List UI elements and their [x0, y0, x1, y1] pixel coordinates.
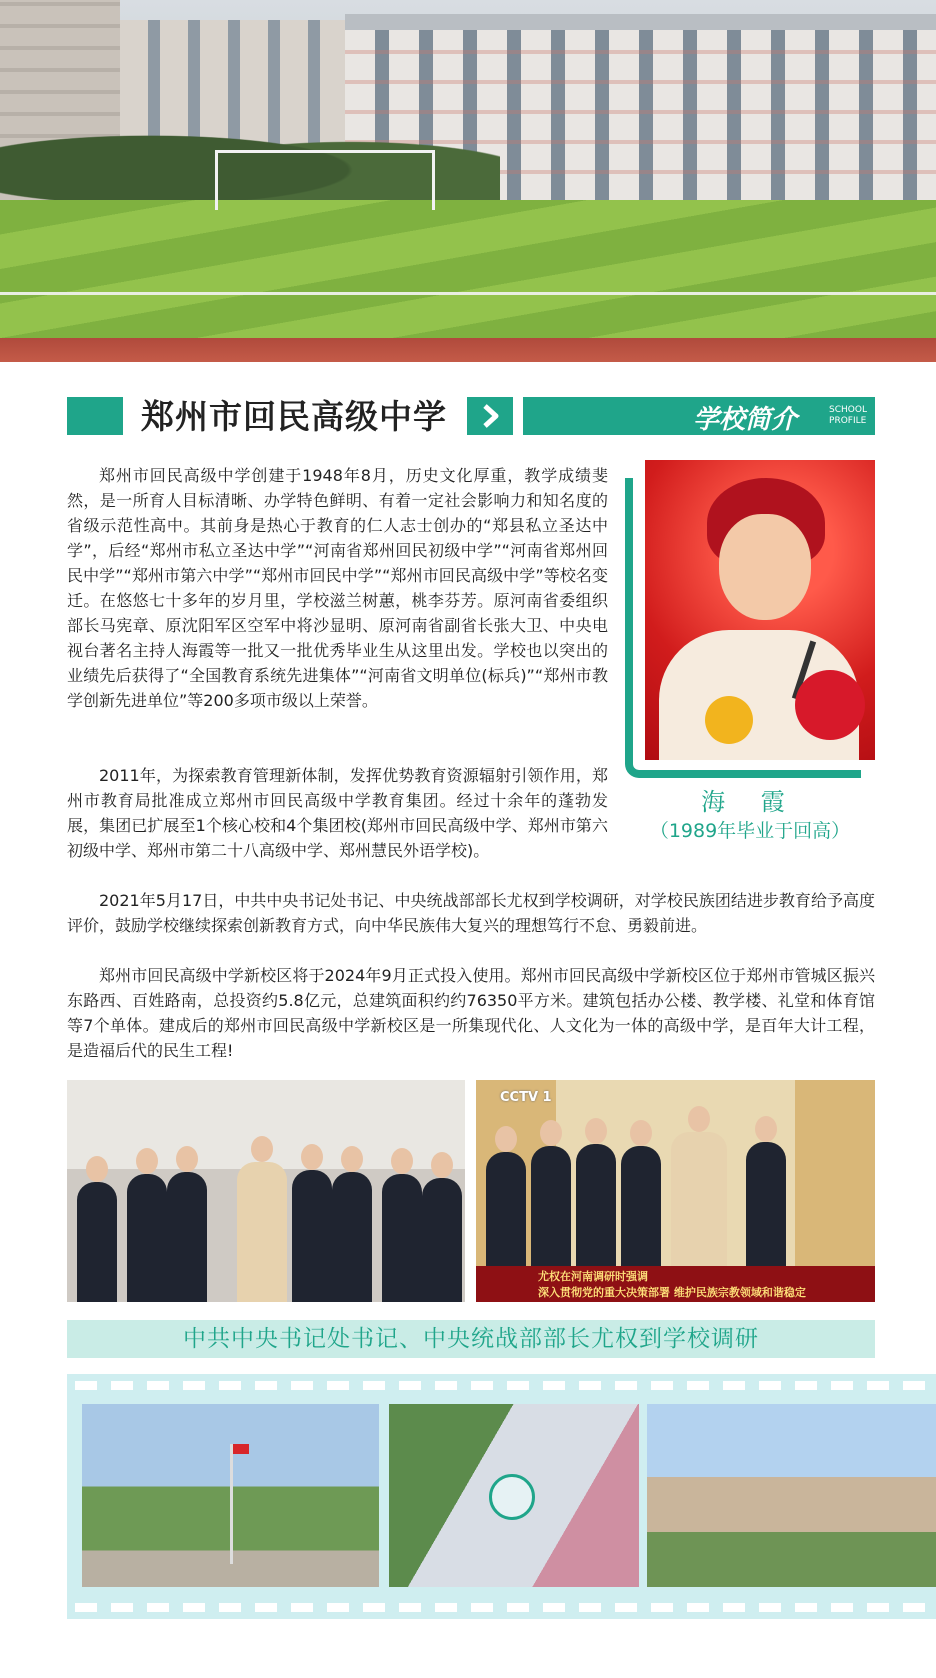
- campus-photo-1: [82, 1404, 379, 1587]
- hero-football-field: [0, 200, 936, 340]
- title-bar: [67, 397, 875, 435]
- news-ticker: [476, 1266, 875, 1302]
- group-paragraph: 2011年，为探索教育管理新体制，发挥优势教育资源辐射引领作用，郑州市教育局批准成立郑州市回民高级中学教育集团。经过十余年的蓬勃发展，集团已扩展至1个核心校和4个集团校(郑州市回民高级中学、郑州市第六初级中学、郑州市第二十八高级中学、郑州慧民外语学校)。: [67, 766, 608, 860]
- person-figure: [292, 1170, 332, 1302]
- hero-field-line: [0, 292, 936, 295]
- new-campus-paragraph: 郑州市回民高级中学新校区将于2024年9月正式投入使用。郑州市回民高级中学新校区位于郑州市管城区振兴东路西、百姓路南，总投资约5.8亿元，总建筑面积约约76350平方米。建筑包括办公楼、教学楼、礼堂和体育馆等7个单体。建成后的郑州市回民高级中学新校区是一所集现代化、人文化为一体的高级中学，是百年大计工程，是造福后代的民生工程!: [67, 966, 875, 1060]
- hero-running-track: [0, 338, 936, 362]
- intro-paragraph: 郑州市回民高级中学创建于1948年8月，历史文化厚重，教学成绩斐然，是一所育人目标清晰、办学特色鲜明、有着一定社会影响力和知名度的省级示范性高中。其前身是热心于教育的仁人志士创办的“郑县私立圣达中学”，后经“郑州市私立圣达中学”“河南省郑州回民初级中学”“河南省郑州回民中学”“郑州市第六中学”“郑州市回民中学”“郑州市回民高级中学”等校名变迁。在悠悠七十多年的岁月里，学校滋兰树蕙，桃李芬芳。原河南省委组织部长马宪章、原沈阳军区空军中将沙显明、原河南省副省长张大卫、中央电视台著名主持人海霞等一批又一批优秀毕业生从这里出发。学校也以突出的业绩先后获得了“全国教育系统先进集体”“河南省文明单位(标兵)”“郑州市教学创新先进单位”等200多项市级以上荣誉。: [67, 466, 608, 710]
- section-title-en-line2: PROFILE: [829, 416, 867, 426]
- page-title: 郑州市回民高级中学: [141, 397, 447, 436]
- flagpole-icon: [230, 1444, 233, 1564]
- person-figure: [77, 1182, 117, 1302]
- section-band: [523, 397, 875, 435]
- alumni-portrait: [645, 460, 875, 760]
- section-title: 学校简介: [692, 405, 797, 435]
- campus-photo-3: [647, 1404, 936, 1587]
- section-title-en-line1: SCHOOL: [829, 405, 867, 415]
- alumni-name: 海 霞: [701, 788, 799, 816]
- visit-paragraph: 2021年5月17日，中共中央书记处书记、中央统战部部长尤权到学校调研，对学校民族团结进步教育给予高度评价，鼓励学校继续探索创新教育方式，向中华民族伟大复兴的理想笃行不怠、勇毅前进。: [67, 891, 875, 935]
- film-holes-bottom: [75, 1603, 935, 1612]
- person-figure: [382, 1174, 422, 1302]
- visit-photo-right: [476, 1080, 875, 1302]
- visit-caption: 中共中央书记处书记、中央统战部部长尤权到学校调研: [67, 1320, 875, 1358]
- campus-photo-2: [389, 1404, 639, 1587]
- visit-photo-left: [67, 1080, 465, 1302]
- alumni-portrait-frame: [625, 460, 875, 778]
- news-headline: 尤权在河南调研时强调: [538, 1270, 648, 1283]
- person-figure: [237, 1162, 287, 1302]
- alumni-year-note: （1989年毕业于回高）: [649, 820, 851, 842]
- tv-channel-logo: CCTV 1: [500, 1090, 552, 1105]
- hero-campus-photo: [0, 0, 936, 362]
- section-title-en: [829, 405, 867, 427]
- flower-icon: [705, 696, 753, 744]
- chevron-right-icon: [467, 397, 513, 435]
- school-emblem-icon: [489, 1474, 535, 1520]
- person-figure: [167, 1172, 207, 1302]
- campus-film-strip: [67, 1374, 936, 1619]
- hero-goal-frame: [215, 150, 435, 210]
- person-figure: [127, 1174, 167, 1302]
- film-holes-top: [75, 1381, 935, 1390]
- portrait-face: [719, 514, 811, 620]
- person-figure: [422, 1178, 462, 1302]
- flower-bouquet-icon: [795, 670, 865, 740]
- title-lead-block: [67, 397, 123, 435]
- news-subheadline: 深入贯彻党的重大决策部署 维护民族宗教领域和谐稳定: [538, 1286, 806, 1299]
- flag-icon: [233, 1444, 249, 1454]
- person-figure: [332, 1172, 372, 1302]
